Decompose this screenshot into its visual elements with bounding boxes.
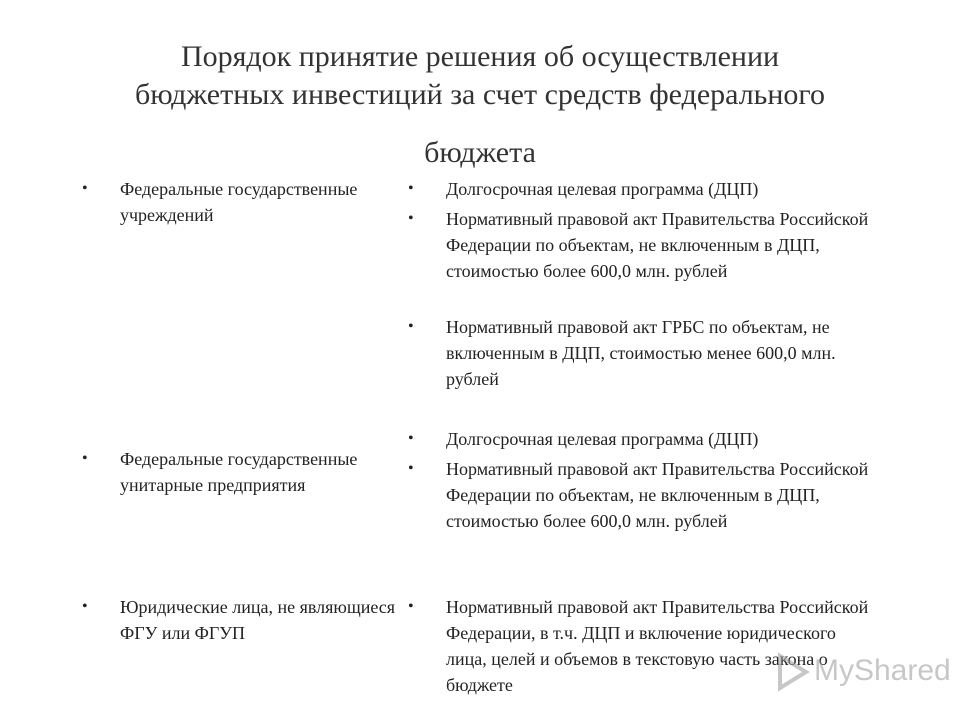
bullet-icon: • [82,450,88,467]
slide-title [60,38,900,172]
bullet-icon: • [408,180,414,197]
title-line-3: бюджета [424,136,536,169]
right-item [408,314,876,392]
bullet-icon: • [408,598,414,615]
left-item-text: Федеральные государственные унитарные предприятия [120,449,358,495]
bullet-icon: • [408,318,414,335]
bullet-icon: • [82,598,88,615]
left-item-legal-entities [82,594,402,646]
bullet-icon: • [408,460,414,477]
watermark-logo [776,650,951,694]
right-item-text: Нормативный правовой акт Правительства Российской Федерации по объектам, не включенным в ДЦП, стоимостью более 600,0 млн. рублей [446,209,869,281]
bullet-icon: • [408,210,414,227]
right-item-text: Нормативный правовой акт Правительства Российской Федерации по объектам, не включенным в ДЦП, стоимостью более 600,0 млн. рублей [446,459,869,531]
right-item [408,176,759,202]
bullet-icon: • [82,180,88,197]
right-item-text: Нормативный правовой акт Правительства Российской Федерации, в т.ч. ДЦП и включение юридического лица, целей и объемов в текстовую часть закона о бюджете [446,597,869,695]
watermark-text: MyShared [814,654,951,687]
left-item-unitary-enterprises [82,446,402,498]
right-item [408,206,876,284]
title-line-2: бюджетных инвестиций за счет средств федерального [135,78,825,111]
left-item-text: Федеральные государственные учреждений [120,179,358,225]
bullet-icon: • [408,430,414,447]
right-item-text: Долгосрочная целевая программа (ДЦП) [446,179,759,199]
title-line-1: Порядок принятие решения об осуществлении [180,40,780,73]
play-triangle-icon [776,652,810,692]
right-item [408,426,759,452]
right-item-text: Нормативный правовой акт ГРБС по объектам, не включенным в ДЦП, стоимостью менее 600,0 млн. рублей [446,317,836,389]
right-item-text: Долгосрочная целевая программа (ДЦП) [446,429,759,449]
left-item-federal-institutions [82,176,402,228]
left-item-text: Юридические лица, не являющиеся ФГУ или ФГУП [120,597,396,643]
right-item [408,456,876,534]
